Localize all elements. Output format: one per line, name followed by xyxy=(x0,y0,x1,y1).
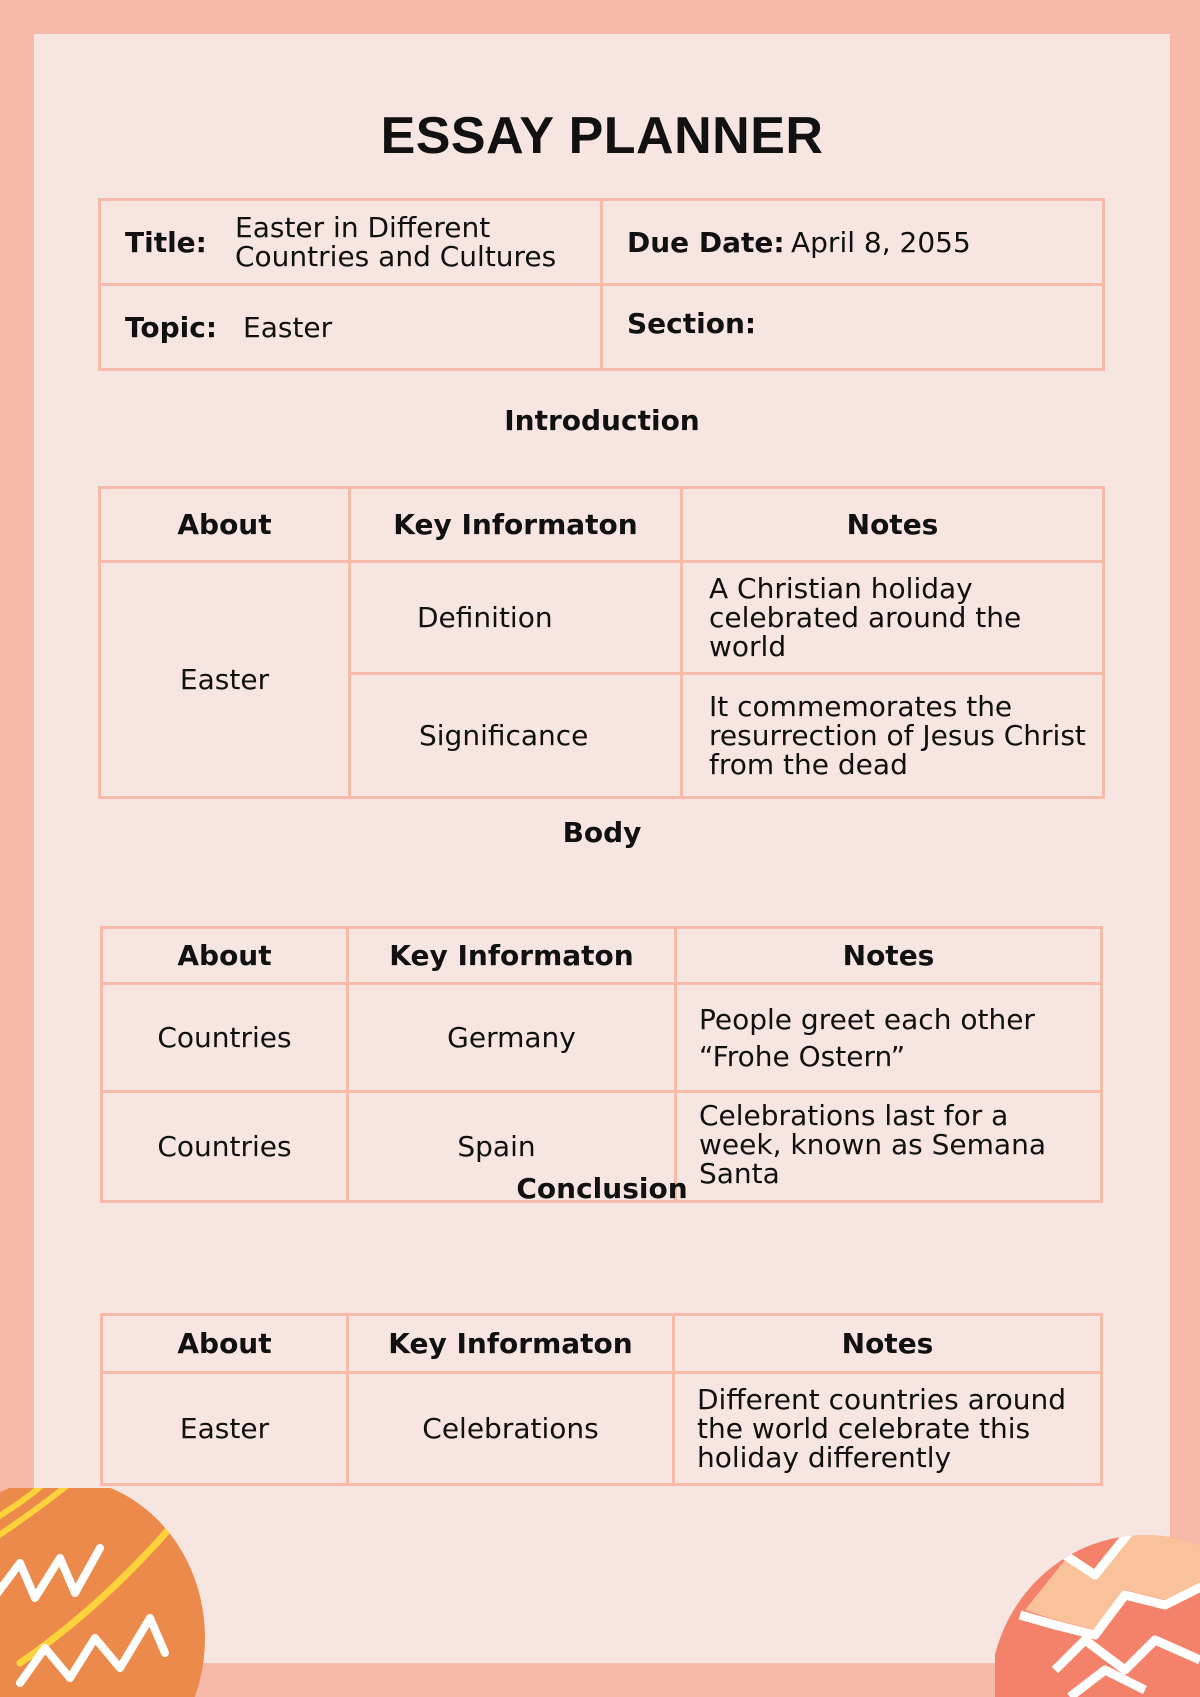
col-header-key-info: Key Informaton xyxy=(348,1315,674,1373)
title-value-line1: Easter in Different xyxy=(235,211,491,244)
section-label: Section: xyxy=(627,306,757,340)
easter-egg-right-icon xyxy=(995,1520,1200,1697)
topic-value: Easter xyxy=(243,310,333,344)
col-header-key-info: Key Informaton xyxy=(348,928,676,984)
conclusion-heading: Conclusion xyxy=(516,1172,688,1205)
about-cell: Countries xyxy=(102,1092,348,1202)
col-header-key-info: Key Informaton xyxy=(350,488,682,562)
title-label: Title: xyxy=(125,225,207,259)
notes-cell: Celebrations last for a week, known as Semana Santa xyxy=(676,1092,1102,1202)
col-header-about: About xyxy=(102,1315,348,1373)
conclusion-table xyxy=(100,1313,1103,1486)
title-cell xyxy=(100,200,602,285)
essay-info-table xyxy=(98,198,1105,371)
due-date-label: Due Date: xyxy=(627,225,785,259)
col-header-notes: Notes xyxy=(674,1315,1102,1373)
introduction-table xyxy=(98,486,1105,799)
about-cell: Easter xyxy=(102,1373,348,1485)
notes-cell: Different countries around the world celebrate this holiday differently xyxy=(674,1373,1102,1485)
section-cell xyxy=(602,285,1104,370)
introduction-heading: Introduction xyxy=(504,404,700,437)
about-cell: Countries xyxy=(102,984,348,1092)
topic-cell xyxy=(100,285,602,370)
notes-cell: It commemorates the resurrection of Jesus Christ from the dead xyxy=(682,674,1104,798)
col-header-about: About xyxy=(102,928,348,984)
about-cell: Easter xyxy=(100,562,350,798)
col-header-notes: Notes xyxy=(682,488,1104,562)
due-date-value: April 8, 2055 xyxy=(791,225,971,259)
key-info-cell: Celebrations xyxy=(348,1373,674,1485)
easter-egg-left-icon xyxy=(0,1488,210,1697)
body-table xyxy=(100,926,1103,1203)
topic-label: Topic: xyxy=(125,310,218,344)
planner-page xyxy=(34,34,1170,1663)
title-value xyxy=(235,213,556,271)
notes-cell: A Christian holiday celebrated around the world xyxy=(682,562,1104,674)
notes-cell: People greet each other “Frohe Ostern” xyxy=(676,984,1102,1092)
col-header-notes: Notes xyxy=(676,928,1102,984)
body-heading: Body xyxy=(562,816,642,849)
key-info-cell: Germany xyxy=(348,984,676,1092)
col-header-about: About xyxy=(100,488,350,562)
page-title: ESSAY PLANNER xyxy=(380,107,824,165)
key-info-cell: Definition xyxy=(350,562,682,674)
key-info-cell: Spain xyxy=(348,1092,676,1202)
due-date-cell xyxy=(602,200,1104,285)
title-value-line2: Countries and Cultures xyxy=(235,240,557,273)
key-info-cell: Significance xyxy=(350,674,682,798)
